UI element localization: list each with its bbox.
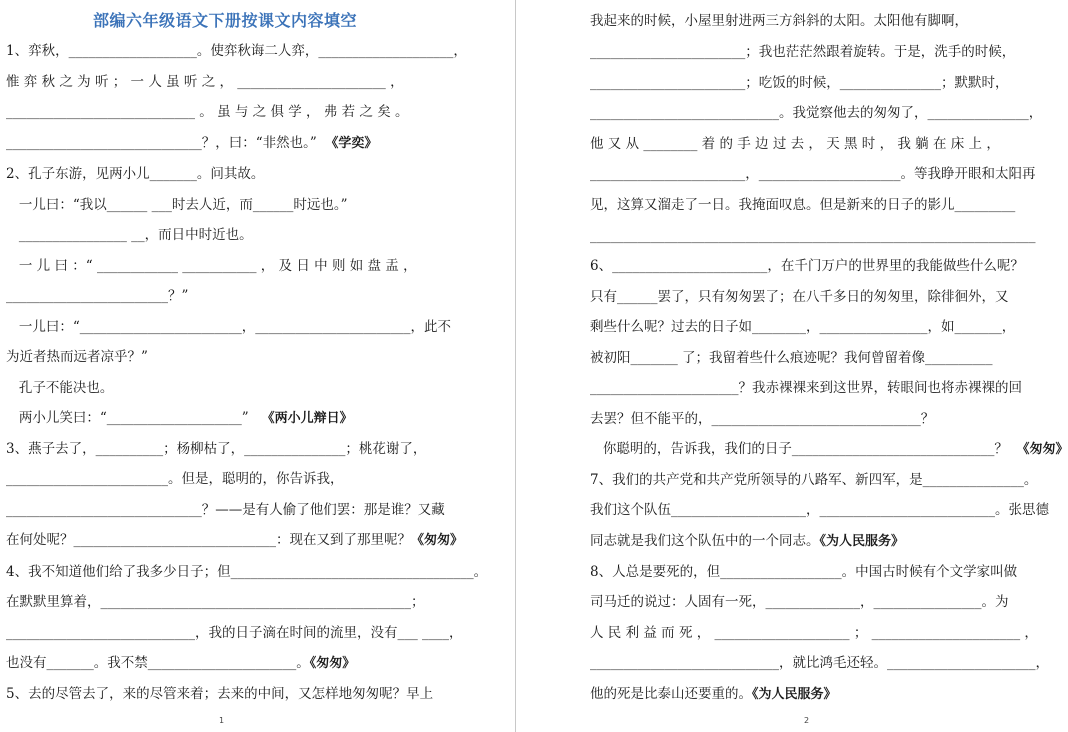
text-line: 我们这个队伍____________________，__________________________。张思德 xyxy=(590,502,1049,518)
text-line: 他的死是比泰山还要重的。《为人民服务》 xyxy=(590,686,837,702)
text-line: 我起来的时候，小屋里射进两三方斜斜的太阳。太阳他有脚啊， xyxy=(590,13,968,29)
text-line: _______________________；我也茫茫然跟着旋转。于是，洗手的时候， xyxy=(590,44,1016,60)
text-line: 7、我们的共产党和共产党所领导的八路军、新四军，是_______________。 xyxy=(590,472,1038,488)
text-line: ________________ __，而日中时近也。 xyxy=(6,227,253,243)
text-line: 司马迁的说过：人固有一死，______________，________________。为 xyxy=(590,594,1009,610)
source-title: 《为人民服务》 xyxy=(819,534,905,549)
source-title: 《学奕》 xyxy=(325,136,378,151)
page-2 xyxy=(516,0,1068,732)
text-line: _______________________，_____________________。等我睁开眼和太阳再 xyxy=(590,166,1036,182)
page-number: 1 xyxy=(219,716,225,725)
text-line: ____________________________。我觉察他去的匆匆了，_______________， xyxy=(590,105,1043,121)
text-line: ____________________________，我的日子滴在时间的流里，没有___ ____， xyxy=(6,625,463,641)
text-line: _____________________________？——是有人偷了他们罢：那是谁？又藏 xyxy=(6,502,445,518)
text-line: _____________________________？，曰：“非然也。” 《学奕》 xyxy=(6,135,378,151)
text-line: ____________________________，就比鸿毛还轻。______________________， xyxy=(590,655,1049,671)
text-line: 2、孔子东游，见两小儿_______。问其故。 xyxy=(6,166,265,182)
text-line: 只有______罢了，只有匆匆罢了；在八千多日的匆匆里，除徘徊外，又 xyxy=(590,289,1009,305)
text-line: 你聪明的，告诉我，我们的日子______________________________？ 《匆匆》 xyxy=(590,441,1068,457)
text-line: 一儿曰：“我以______ ___时去人近，而______时远也。” xyxy=(6,197,348,213)
text-line: ____________________________ 。 虽 与 之 俱 学 ， 弗 若 之 矣 。 xyxy=(6,104,409,120)
page-1 xyxy=(0,0,515,732)
text-line: 1、弈秋，___________________。使弈秋诲二人弈，____________________， xyxy=(6,43,467,59)
text-line: 为近者热而远者凉乎？” xyxy=(6,349,148,365)
text-line: 他 又 从 ________ 着 的 手 边 过 去 ， 天 黑 时 ， 我 躺 在 床 上 ， xyxy=(590,136,1000,152)
text-line: 人 民 利 益 而 死 ， ____________________ ； ______________________ ， xyxy=(590,625,1038,641)
text-line: 4、我不知道他们给了我多少日子；但____________________________________。 xyxy=(6,564,488,580)
text-line: 6、_______________________，在千门万户的世界里的我能做些什么呢？ xyxy=(590,258,1024,274)
source-title: 《匆匆》 xyxy=(411,533,464,548)
document-title: 部编六年级语文下册按课文内容填空 xyxy=(92,11,357,30)
text-line: _______________________；吃饭的时候，_______________；默默时， xyxy=(590,75,1009,91)
text-line: 在默默里算着，______________________________________________； xyxy=(6,594,425,610)
text-line: 也没有_______。我不禁______________________。《匆匆》 xyxy=(6,655,356,671)
text-line: 惟 弈 秋 之 为 听 ； 一 人 虽 听 之 ， ______________________ ， xyxy=(6,74,404,90)
text-line: 一 儿 曰 ：“ ____________ ___________ ， 及 日 中 则 如 盘 盂 ， xyxy=(6,258,417,274)
text-line: 8、人总是要死的，但__________________。中国古时候有个文学家叫做 xyxy=(590,564,1018,580)
text-line: 见，这算又溜走了一日。我掩面叹息。但是新来的日子的影儿_________ xyxy=(590,197,1016,213)
source-title: 《匆匆》 xyxy=(1016,442,1068,457)
text-line: ________________________。但是，聪明的，你告诉我， xyxy=(6,471,344,487)
text-line: 同志就是我们这个队伍中的一个同志。《为人民服务》 xyxy=(590,533,905,549)
text-line: ________________________？” xyxy=(6,288,189,304)
text-line: ______________________？我赤裸裸来到这世界，转眼间也将赤裸裸的回 xyxy=(590,380,1022,396)
source-title: 《两小儿辩日》 xyxy=(261,411,353,426)
text-line: __________________________________________________________________ xyxy=(590,228,1036,244)
text-line: 一儿曰：“________________________，_______________________，此不 xyxy=(6,319,452,335)
text-line: 在何处呢？______________________________：现在又到了那里呢？《匆匆》 xyxy=(6,532,464,548)
text-line: 两小儿笑曰：“____________________” 《两小儿辩日》 xyxy=(6,410,353,426)
text-line: 孔子不能决也。 xyxy=(6,380,114,396)
text-line: 5、去的尽管去了，来的尽管来着；去来的中间，又怎样地匆匆呢？早上 xyxy=(6,686,434,702)
source-title: 《为人民服务》 xyxy=(752,687,837,702)
text-line: 去罢？但不能平的，_______________________________？ xyxy=(590,411,935,427)
page-number: 2 xyxy=(804,716,810,725)
text-line: 被初阳_______ 了；我留着些什么痕迹呢？我何曾留着像__________ xyxy=(590,350,993,366)
text-line: 剩些什么呢？过去的日子如________，________________，如_______， xyxy=(590,319,1016,335)
source-title: 《匆匆》 xyxy=(309,656,356,671)
text-line: 3、燕子去了，__________；杨柳枯了，_______________；桃花谢了， xyxy=(6,441,427,457)
